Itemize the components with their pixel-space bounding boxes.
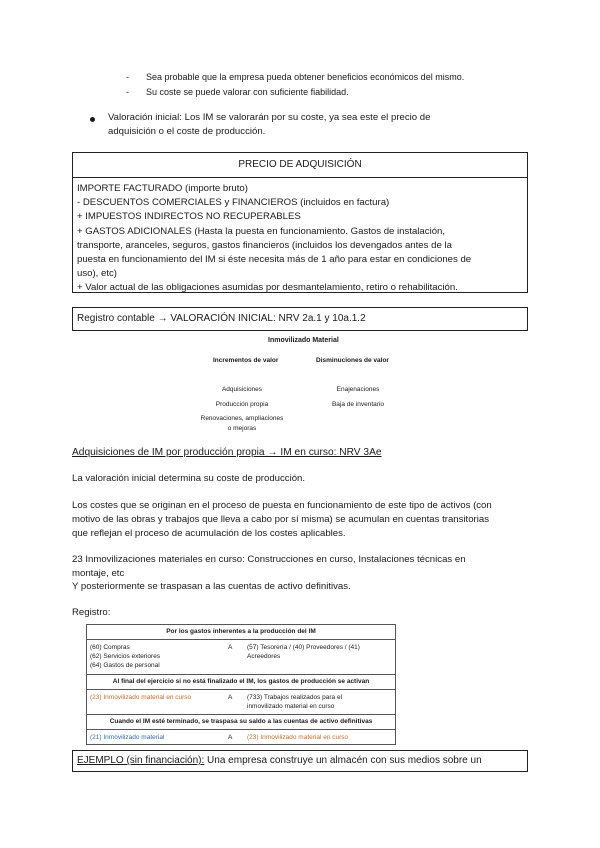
table-cell: (21) Inmovilizado material — [90, 734, 165, 741]
paragraph-line: Los costes que se originan en el proceso de puesta en funcionamiento de este tipo de activos (con — [72, 500, 492, 511]
im-diagram-col-left: Incrementos de valor — [213, 357, 279, 364]
im-diagram-title: Inmovilizado Material — [268, 337, 339, 344]
dash-marker: - — [126, 87, 129, 97]
registro-table-header: Por los gastos inherentes a la producción del IM — [87, 625, 395, 640]
table-cell — [247, 643, 360, 661]
table-row — [87, 690, 395, 715]
im-diagram-item: Adquisiciones — [221, 386, 263, 393]
im-diagram-item: Baja de inventario — [331, 401, 385, 408]
dash-item: Su coste se puede valorar con suficiente fiabilidad. — [146, 87, 349, 97]
section-heading: Adquisiciones de IM por producción propia → IM en curso: NRV 3Ae — [72, 447, 382, 458]
precio-line: uso), etc) — [77, 268, 117, 280]
im-diagram-item: Producción propia — [215, 401, 269, 408]
paragraph-line: Y posteriormente se traspasan a las cuentas de activo definitivas. — [72, 581, 351, 592]
account-entry: (60) Compras — [90, 644, 130, 651]
table-cell-a: A — [228, 644, 233, 651]
registro-label: Registro: — [72, 607, 111, 618]
account-entry: Acreedores — [247, 653, 281, 660]
table-cell-a: A — [228, 694, 233, 701]
table-cell — [247, 693, 342, 711]
bullet-text-line: Valoración inicial: Los IM se valorarán por su coste, ya sea este el precio de — [108, 112, 431, 123]
precio-line: + IMPUESTOS INDIRECTOS NO RECUPERABLES — [77, 211, 301, 223]
precio-adquisicion-content — [77, 182, 523, 296]
paragraph-line: que reflejan el proceso de acumulación de los costes aplicables. — [72, 528, 346, 539]
account-entry: (733) Trabajos realizados para el — [247, 694, 343, 701]
account-entry: (57) Tesorería / (40) Proveedores / (41) — [247, 644, 360, 651]
paragraph-line: motivo de las obras y trabajos que lleva a cabo por sí misma) se acumulan en cuentas transitorias — [72, 514, 490, 525]
precio-line: - DESCUENTOS COMERCIALES y FINANCIEROS (incluidos en factura) — [77, 197, 390, 209]
precio-adquisicion-box — [72, 152, 528, 293]
registro-table-header: Cuando el IM esté terminado, se traspasa su saldo a las cuentas de activo definitivas — [87, 715, 395, 730]
registro-table — [86, 624, 396, 745]
account-entry: (62) Servicios exteriores — [90, 653, 161, 660]
dash-item: Sea probable que la empresa pueda obtener beneficios económicos del mismo. — [146, 72, 465, 82]
precio-line: IMPORTE FACTURADO (importe bruto) — [77, 183, 248, 194]
account-entry: (64) Gastos de personal — [90, 662, 160, 669]
table-cell-a: A — [228, 734, 233, 741]
precio-line: puesta en funcionamiento del IM si éste necesita más de 1 año para estar en condiciones de — [77, 254, 472, 266]
registro-table-header: Al final del ejercicio si no está finalizado el IM, los gastos de producción se activan — [87, 675, 395, 690]
precio-adquisicion-header: PRECIO DE ADQUISICIÓN — [73, 153, 527, 178]
ejemplo-text: Una empresa construye un almacén con sus medios sobre un — [204, 755, 482, 766]
precio-line: + GASTOS ADICIONALES (Hasta la puesta en funcionamiento. Gastos de instalación, — [77, 225, 446, 237]
paragraph: La valoración inicial determina su coste de producción. — [72, 473, 306, 484]
ejemplo-label: EJEMPLO (sin financiación): — [77, 755, 205, 766]
account-entry: inmovilizado material en curso — [247, 703, 335, 710]
im-diagram-item: Renovaciones, ampliaciones — [200, 415, 284, 422]
im-diagram-item: o mejoras — [227, 425, 257, 432]
dash-marker: - — [126, 72, 129, 82]
im-diagram-item: Enajenaciones — [336, 386, 380, 393]
precio-line: transporte, aranceles, seguros, gastos financieros (incluidos los devengados antes de la — [77, 239, 452, 251]
table-cell: (23) Inmovilizado material en curso — [247, 734, 349, 741]
table-cell — [90, 643, 160, 670]
table-cell: (23) Inmovilizado material en curso — [90, 694, 192, 701]
im-diagram-col-right: Disminuciones de valor — [316, 357, 389, 364]
paragraph-line: montaje, etc — [72, 568, 125, 579]
ejemplo-box — [72, 750, 528, 772]
bullet-icon — [90, 117, 95, 122]
precio-line: + Valor actual de las obligaciones asumidas por desmantelamiento, retiro o rehabilitación. — [77, 282, 458, 294]
paragraph-line: 23 Inmovilizaciones materiales en curso: Construcciones en curso, Instalaciones técnicas en — [72, 554, 466, 565]
registro-contable-box: Registro contable → VALORACIÓN INICIAL: NRV 2a.1 y 10a.1.2 — [72, 307, 528, 331]
table-row — [87, 640, 395, 675]
bullet-text-line: adquisición o el coste de producción. — [108, 126, 266, 137]
table-row — [87, 730, 395, 744]
